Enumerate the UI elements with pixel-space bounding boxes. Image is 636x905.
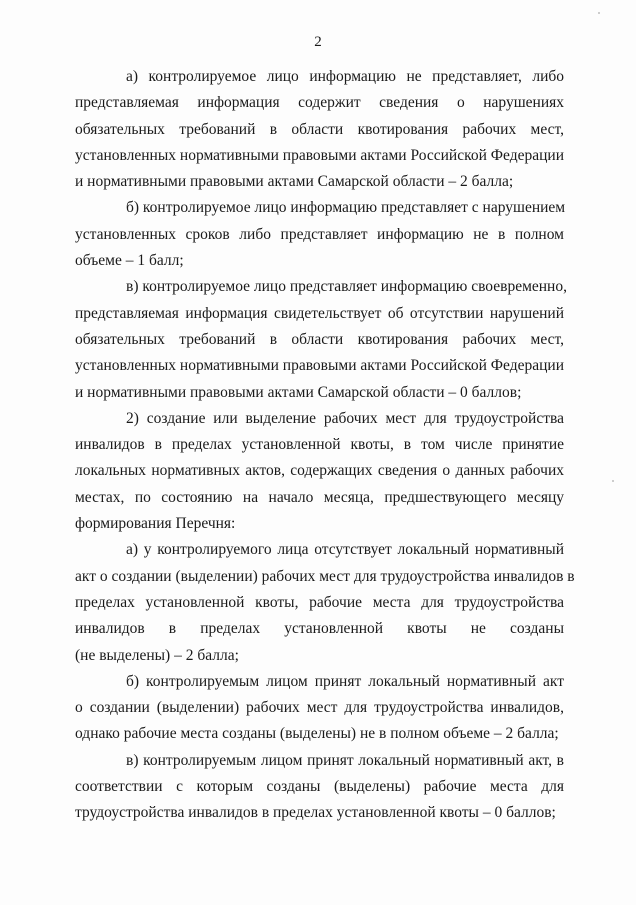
scan-speck: [612, 480, 614, 482]
text-line: местах, по состоянию на начало месяца, предшествующего месяцу: [75, 488, 564, 506]
text-line: установленных нормативными правовыми актами Российской Федерации: [75, 357, 564, 375]
text-line: а) контролируемое лицо информацию не представляет, либо: [126, 68, 564, 85]
text-line: инвалидов в пределах установленной квоты, в том числе принятие: [75, 436, 564, 454]
text-line: акт о создании (выделении) рабочих мест для трудоустройства инвалидов в: [75, 567, 575, 585]
text-line: (не выделены) – 2 балла;: [75, 646, 239, 664]
text-line: инвалидов в пределах установленной квоты не созданы: [75, 620, 564, 638]
document-body: [75, 64, 575, 827]
text-line: установленных нормативными правовыми актами Российской Федерации: [75, 146, 564, 164]
text-line: и нормативными правовыми актами Самарской области – 0 баллов;: [75, 383, 522, 401]
text-line: о создании (выделении) рабочих мест для трудоустройства инвалидов,: [75, 699, 564, 717]
text-line: обязательных требований в области квотирования рабочих мест,: [75, 330, 564, 348]
text-line: пределах установленной квоты, рабочие места для трудоустройства: [75, 593, 564, 611]
text-line: представляемая информация свидетельствует об отсутствии нарушений: [75, 304, 564, 322]
page-number: 2: [314, 34, 322, 50]
scan-speck: [598, 12, 600, 14]
text-line: локальных нормативных актов, содержащих сведения о данных рабочих: [75, 462, 564, 480]
text-line: обязательных требований в области квотирования рабочих мест,: [75, 120, 564, 138]
text-line: однако рабочие места созданы (выделены) не в полном объеме – 2 балла;: [75, 725, 559, 743]
text-line: объеме – 1 балл;: [75, 252, 184, 270]
text-line: 2) создание или выделение рабочих мест для трудоустройства: [126, 409, 564, 427]
text-line: соответствии с которым созданы (выделены) рабочие места для: [75, 778, 564, 796]
text-line: и нормативными правовыми актами Самарской области – 2 балла;: [75, 173, 514, 191]
text-line: формирования Перечня:: [75, 515, 236, 533]
text-line: установленных сроков либо представляет информацию не в полном: [75, 225, 564, 243]
text-line: трудоустройства инвалидов в пределах установленной квоты – 0 баллов;: [75, 804, 556, 822]
text-line: в) контролируемое лицо представляет информацию своевременно,: [126, 278, 567, 296]
text-line: б) контролируемым лицом принят локальный нормативный акт: [126, 672, 564, 690]
text-line: представляемая информация содержит сведения о нарушениях: [75, 94, 564, 112]
text-line: а) у контролируемого лица отсутствует локальный нормативный: [126, 541, 564, 559]
text-line: в) контролируемым лицом принят локальный нормативный акт, в: [126, 751, 564, 769]
text-line: б) контролируемое лицо информацию представляет с нарушением: [126, 199, 566, 217]
